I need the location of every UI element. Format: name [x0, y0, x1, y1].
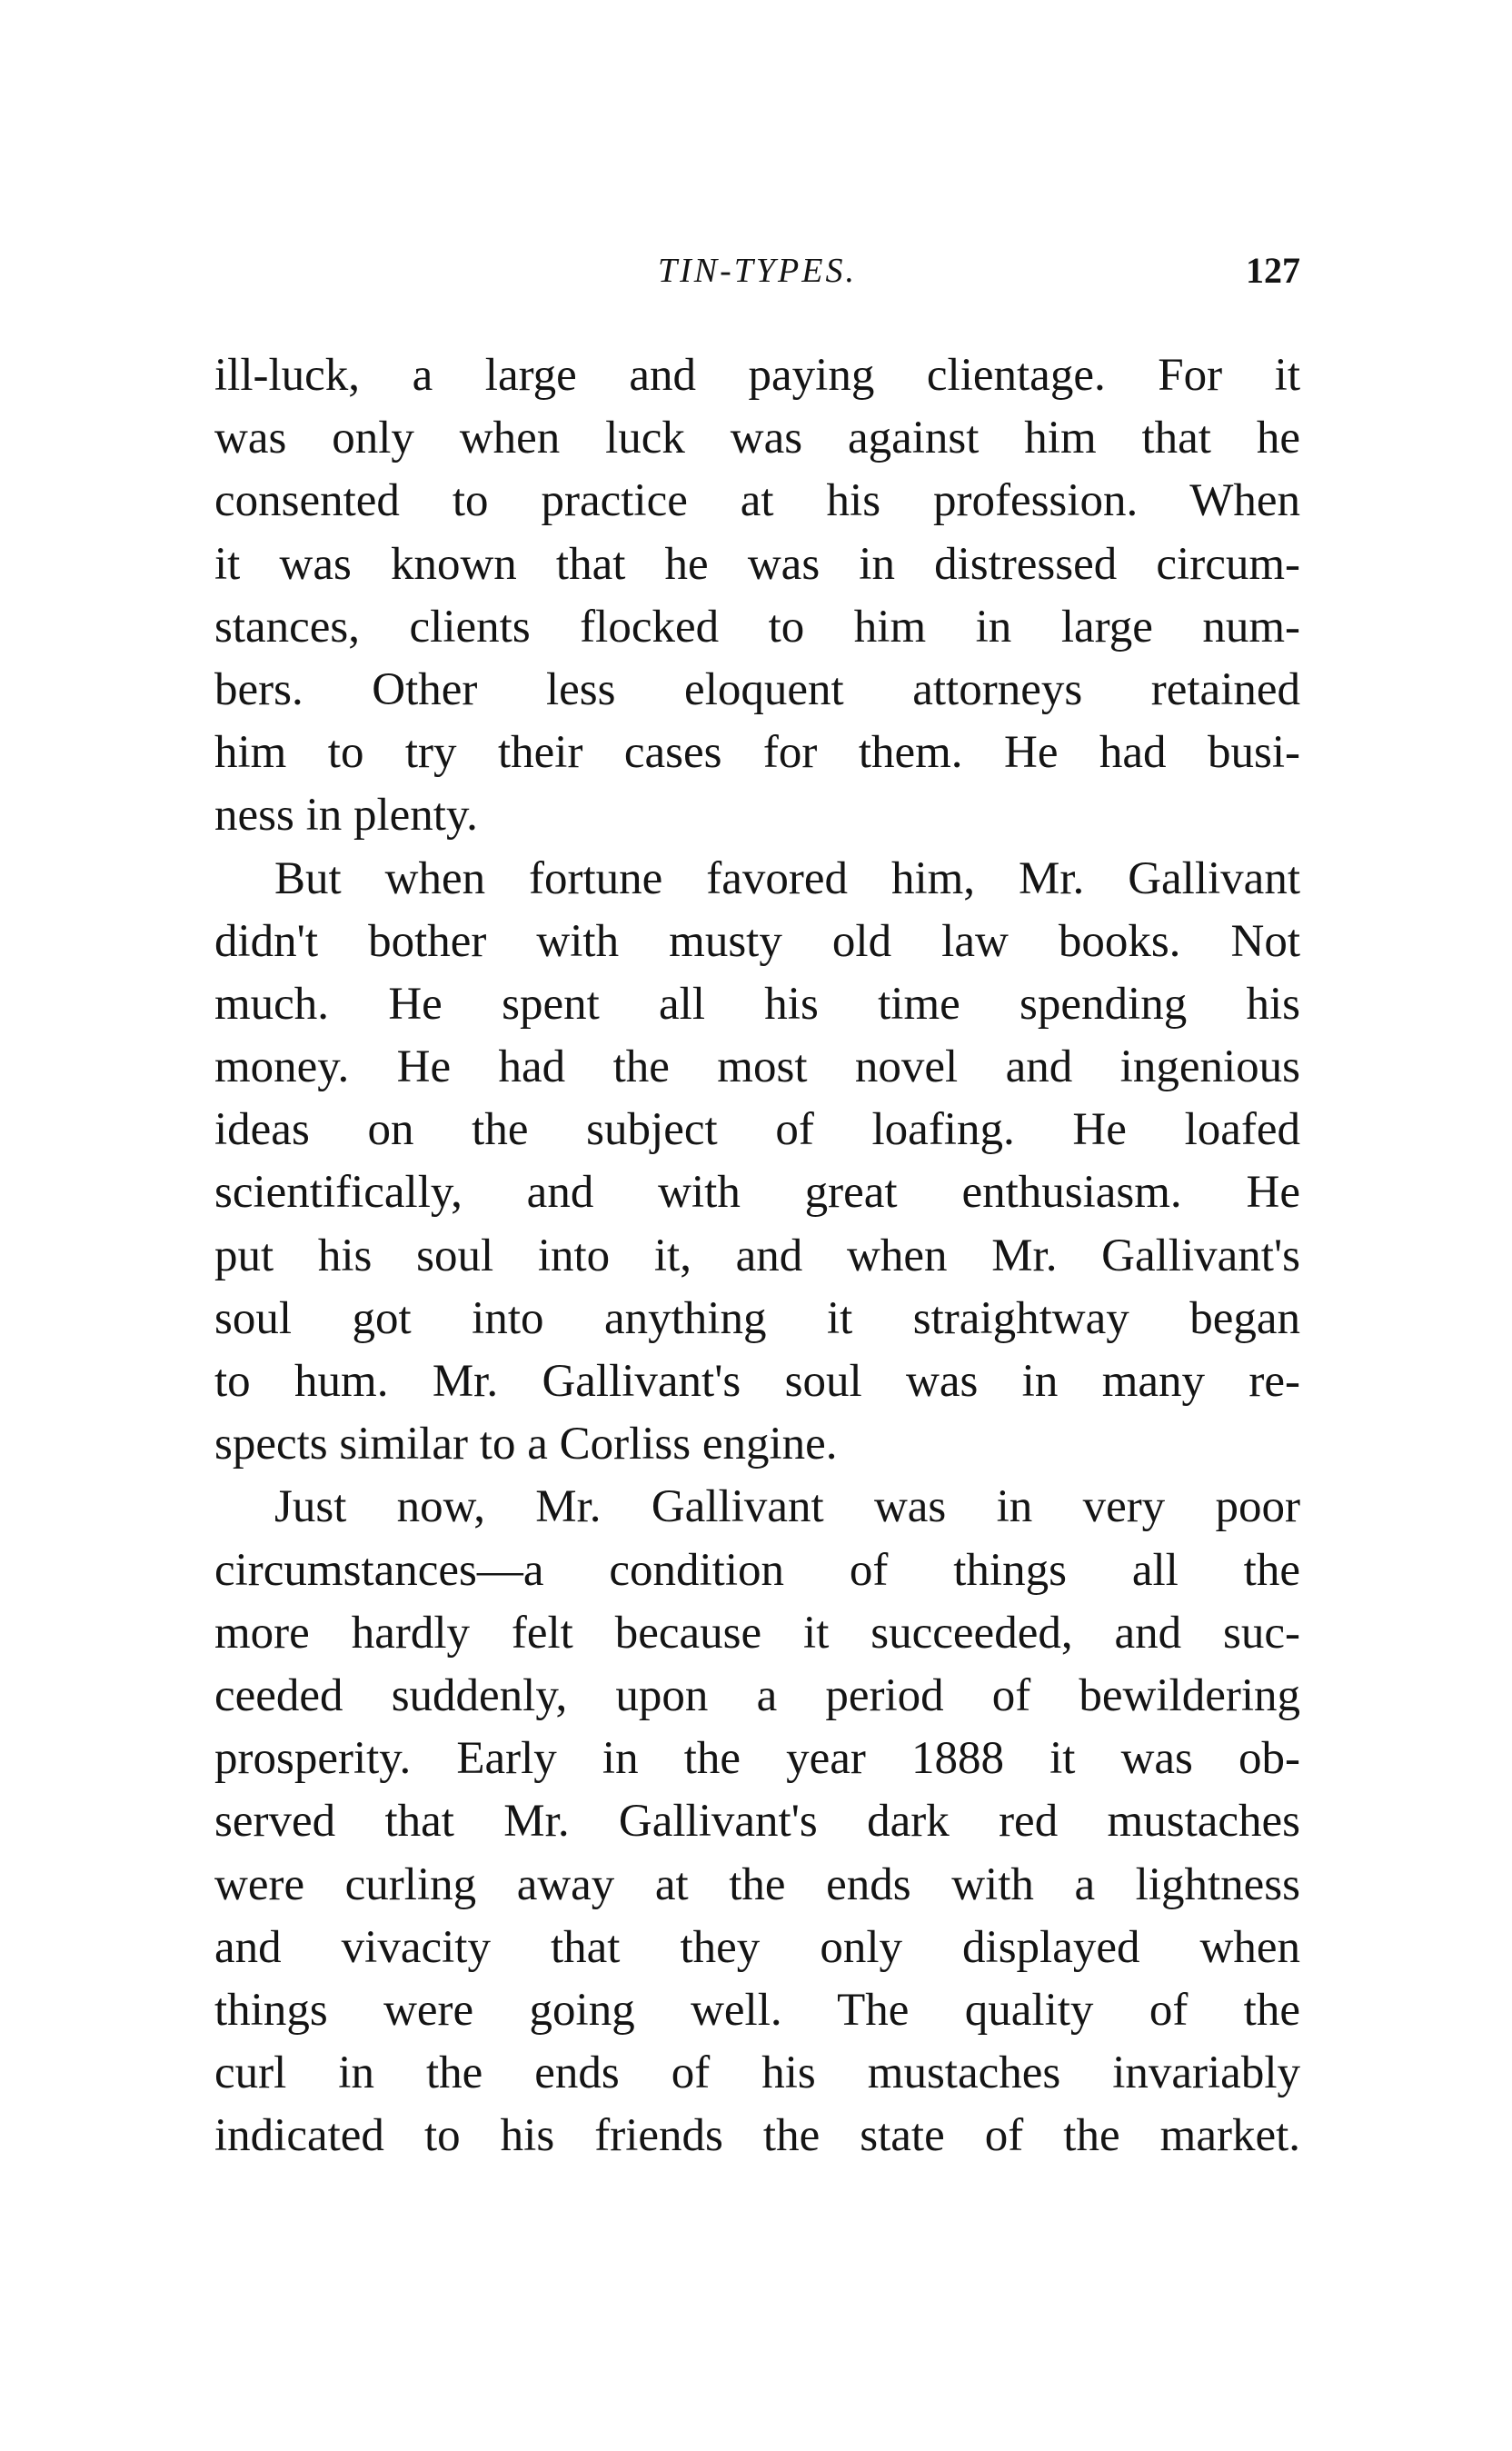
text-line: scientifically, and with great enthusiasm. He — [214, 1167, 1300, 1219]
running-head — [214, 244, 1300, 298]
text-line: stances, clients flocked to him in large num- — [214, 601, 1300, 653]
paragraph — [214, 1476, 1300, 2167]
page-number: 127 — [1246, 250, 1300, 291]
text-line: soul got into anything it straightway began — [214, 1292, 1300, 1344]
text-line: served that Mr. Gallivant's dark red mustaches — [214, 1796, 1300, 1848]
text-line: ideas on the subject of loafing. He loafed — [214, 1104, 1300, 1156]
text-line: circumstances—a condition of things all the — [214, 1544, 1300, 1596]
text-line: and vivacity that they only displayed when — [214, 1921, 1300, 1973]
text-line: consented to practice at his profession. When — [214, 475, 1300, 527]
text-line: money. He had the most novel and ingenious — [214, 1041, 1300, 1093]
text-line: indicated to his friends the state of the market. — [214, 2110, 1300, 2162]
paragraph — [214, 848, 1300, 1477]
text-line: it was known that he was in distressed circum- — [214, 538, 1300, 590]
text-line: more hardly felt because it succeeded, and suc- — [214, 1607, 1300, 1659]
text-line: was only when luck was against him that he — [214, 413, 1300, 464]
text-line: him to try their cases for them. He had busi- — [214, 727, 1300, 779]
text-line: things were going well. The quality of the — [214, 1984, 1300, 2036]
text-line: ill-luck, a large and paying clientage. For it — [214, 350, 1300, 401]
text-line: didn't bother with musty old law books. Not — [214, 915, 1300, 967]
text-line: bers. Other less eloquent attorneys retained — [214, 663, 1300, 715]
body-text — [214, 344, 1300, 2167]
text-line: ness in plenty. — [214, 790, 478, 842]
text-line: Just now, Mr. Gallivant was in very poor — [274, 1481, 1300, 1533]
text-line: curl in the ends of his mustaches invariably — [214, 2047, 1300, 2099]
text-line: much. He spent all his time spending his — [214, 978, 1300, 1030]
text-line: prosperity. Early in the year 1888 it was ob- — [214, 1733, 1300, 1785]
text-line: spects similar to a Corliss engine. — [214, 1419, 838, 1470]
text-line: ceeded suddenly, upon a period of bewildering — [214, 1669, 1300, 1721]
text-line: put his soul into it, and when Mr. Gallivant's — [214, 1230, 1300, 1281]
paragraph — [214, 344, 1300, 848]
text-line: But when fortune favored him, Mr. Gallivant — [274, 852, 1300, 904]
text-line: were curling away at the ends with a lightness — [214, 1858, 1300, 1910]
text-line: to hum. Mr. Gallivant's soul was in many re- — [214, 1356, 1300, 1407]
running-title: TIN-TYPES. — [658, 252, 857, 290]
